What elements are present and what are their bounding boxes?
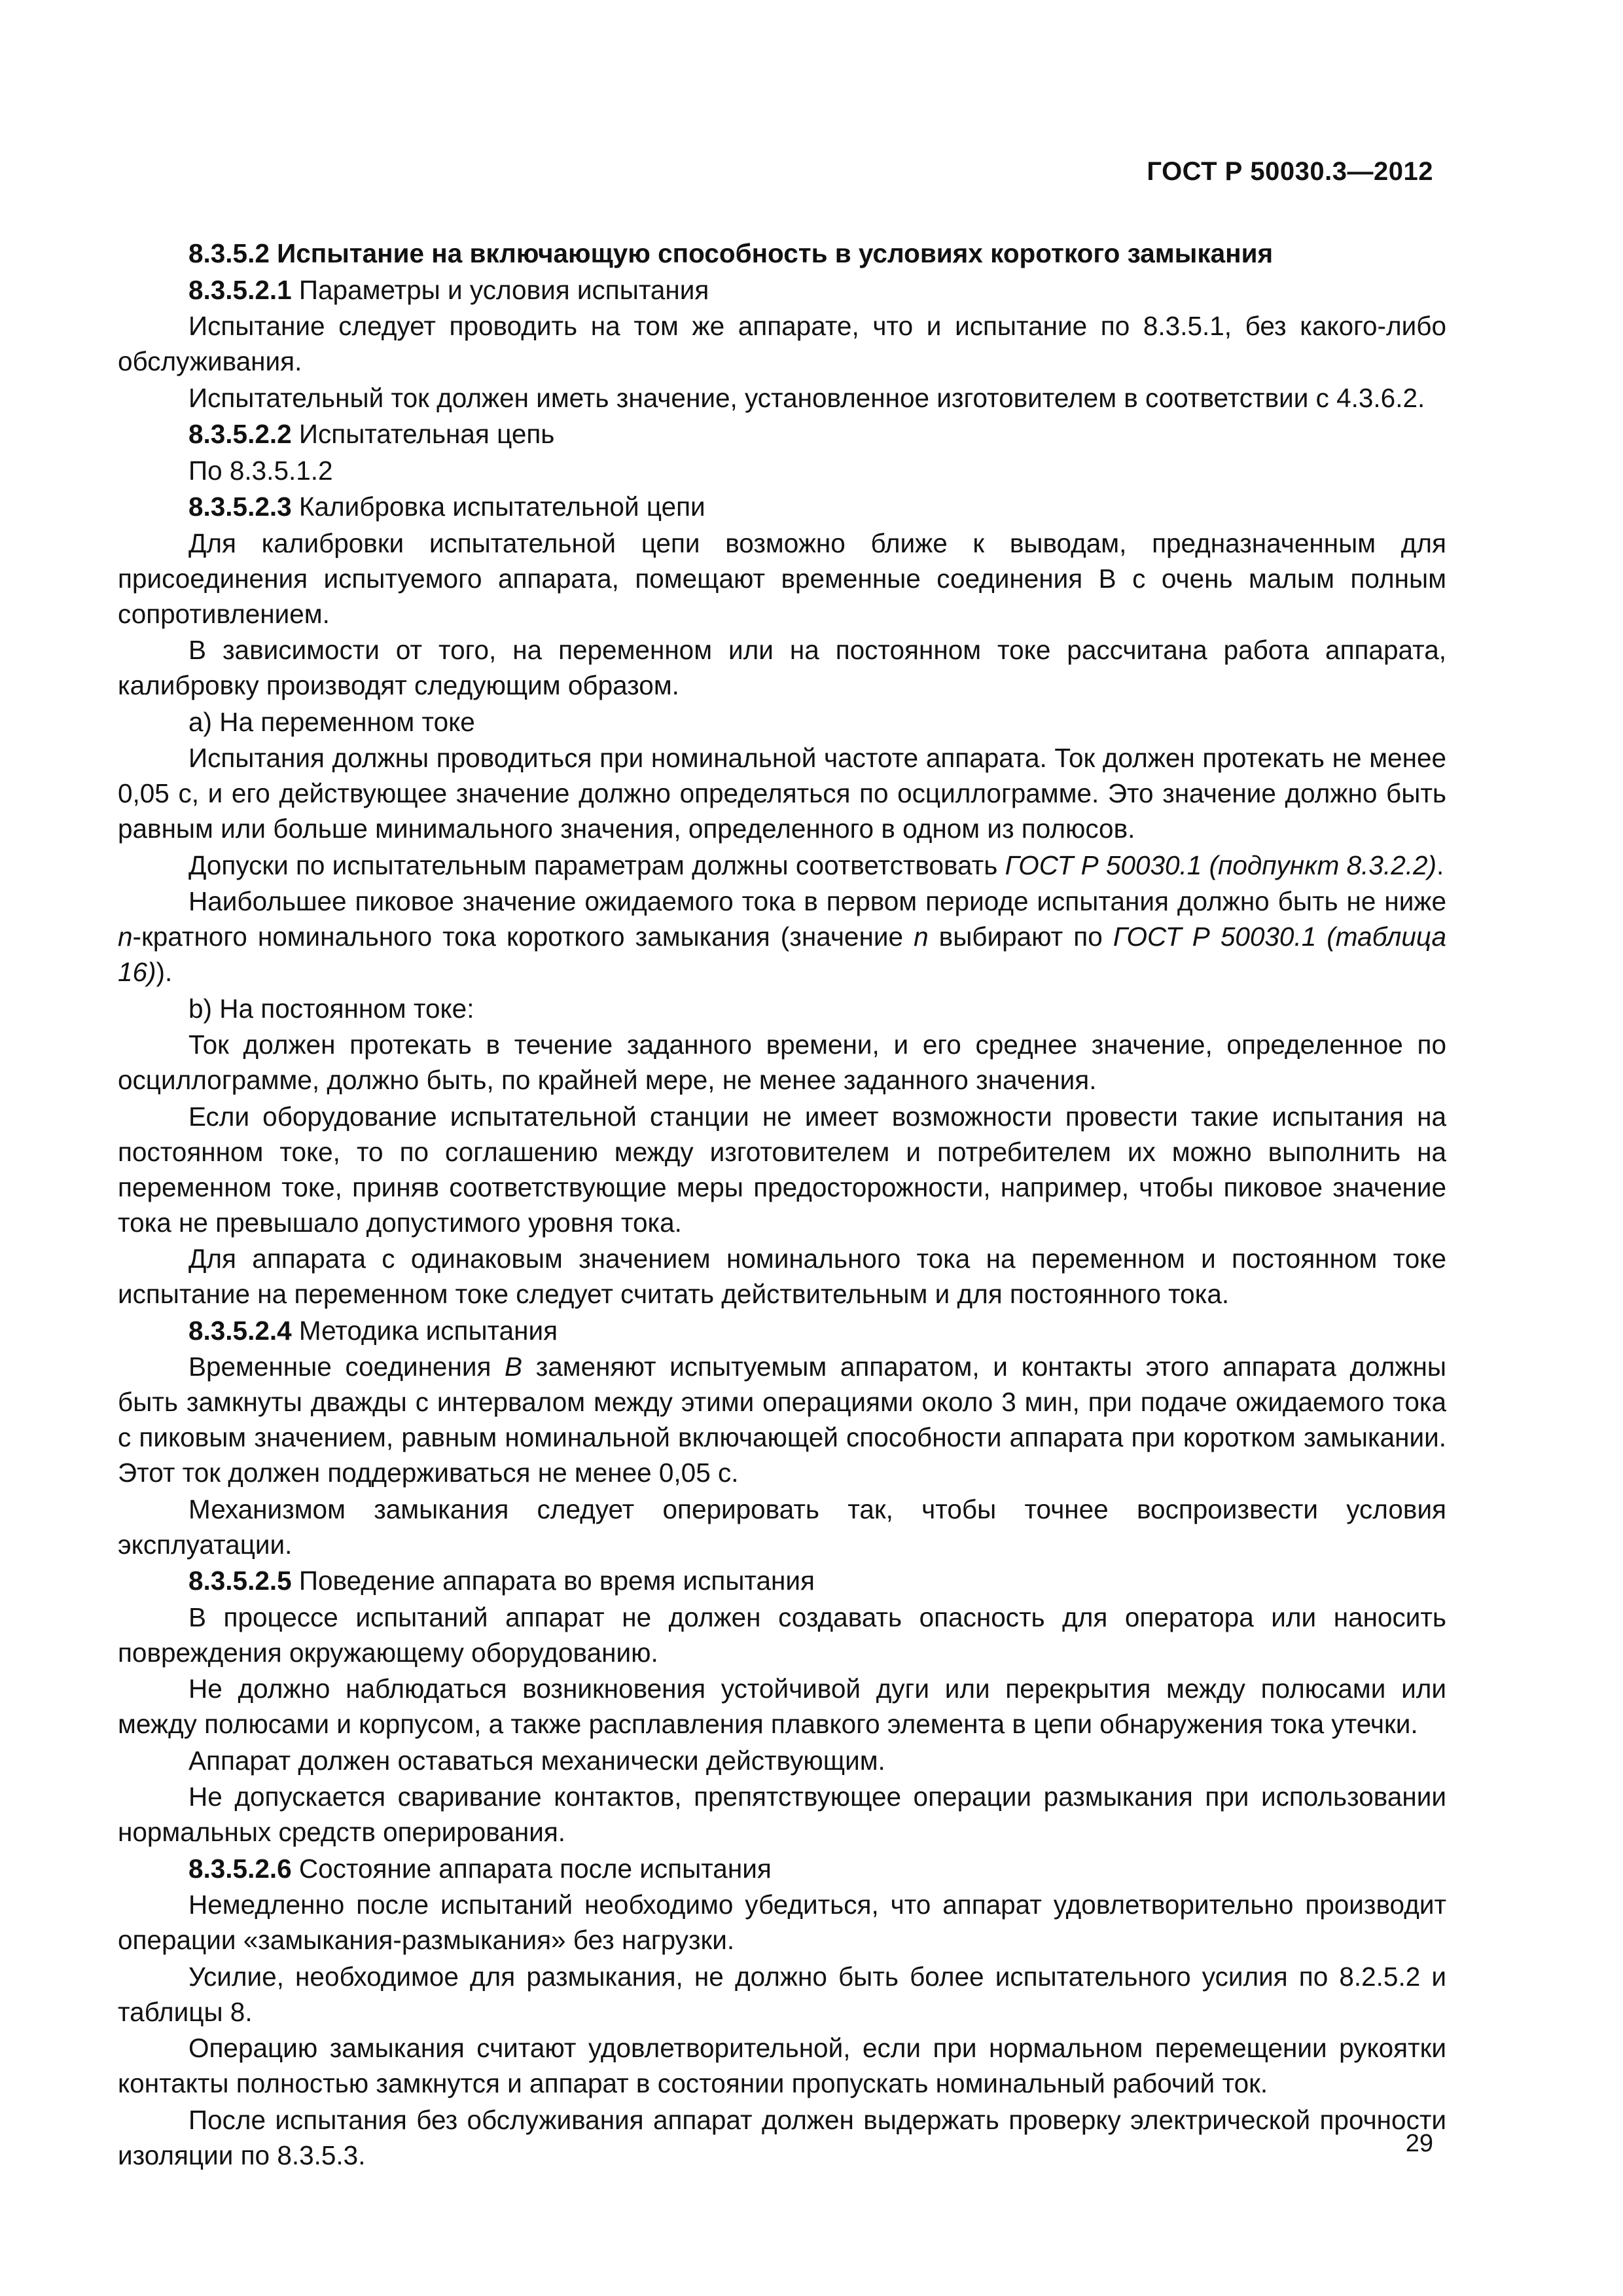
subsection-heading-8-3-5-2-1 — [118, 272, 1446, 308]
paragraph — [118, 1349, 1446, 1490]
paragraph: Если оборудование испытательной станции не имеет возможности провести такие испытания на постоянном токе, то по соглашению между изготовителем и потребителем их можно выполнить на переменном токе, приняв соответствующие меры предосторожности, например, чтобы пиковое значение тока не превышало допустимого уровня тока. — [118, 1101, 1446, 1238]
paragraph: Для калибровки испытательной цепи возможно ближе к выводам, предназначенным для присоединения испытуемого аппарата, помещают временные соединения В с очень малым полным сопротивлением. — [118, 528, 1446, 629]
body-text — [118, 236, 1446, 2174]
subsection-title: Параметры и условия испытания — [298, 274, 709, 305]
subsection-number: 8.3.5.2.1 — [188, 274, 292, 305]
subsection-heading-8-3-5-2-4 — [118, 1313, 1446, 1348]
paragraph: Испытание следует проводить на том же аппарате, что и испытание по 8.3.5.1, без какого-либо обслуживания. — [118, 311, 1446, 376]
paragraph: Не должно наблюдаться возникновения устойчивой дуги или перекрытия между полюсами или между полюсами и корпусом, а также расплавления плавкого элемента в цепи обнаружения тока утечки. — [118, 1674, 1446, 1739]
paragraph: Аппарат должен оставаться механически действующим. — [188, 1745, 885, 1776]
paragraph: Операцию замыкания считают удовлетворительной, если при нормальном перемещении рукоятки контакты полностью замкнутся и аппарат в состоянии пропускать номинальный рабочий ток. — [118, 2033, 1446, 2098]
paragraph — [118, 848, 1446, 883]
subsection-heading-8-3-5-2-3 — [118, 489, 1446, 524]
paragraph: После испытания без обслуживания аппарат должен выдержать проверку электрической прочности изоляции по 8.3.5.3. — [118, 2104, 1446, 2170]
standard-reference: ГОСТ Р 50030.1 (таблица 16) — [118, 922, 1446, 987]
text-run: Допуски по испытательным параметрам должны соответствовать — [188, 850, 1005, 880]
section-heading-8-3-5-2: 8.3.5.2 Испытание на включающую способность в условиях короткого замыкания — [188, 238, 1274, 268]
subsection-number: 8.3.5.2.3 — [188, 492, 292, 522]
paragraph: Немедленно после испытаний необходимо убедиться, что аппарат удовлетворительно производит операции «замыкания-размыкания» без нагрузки. — [118, 1890, 1446, 1955]
text-run: Наибольшее пиковое значение ожидаемого тока в первом периоде испытания должно быть не ниже — [188, 886, 1446, 916]
subsection-heading-8-3-5-2-2 — [118, 416, 1446, 452]
subsection-heading-8-3-5-2-6 — [118, 1851, 1446, 1886]
paragraph: Механизмом замыкания следует оперировать так, чтобы точнее воспроизвести условия эксплуатации. — [118, 1494, 1446, 1560]
list-item-a: a) На переменном токе — [188, 706, 475, 737]
subsection-number: 8.3.5.2.4 — [188, 1315, 292, 1346]
subsection-number: 8.3.5.2.5 — [188, 1566, 292, 1596]
subsection-title: Калибровка испытательной цепи — [298, 492, 705, 522]
paragraph — [118, 884, 1446, 990]
subsection-heading-8-3-5-2-5 — [118, 1563, 1446, 1598]
list-item-b: b) На постоянном токе: — [188, 993, 474, 1024]
subsection-title: Поведение аппарата во время испытания — [298, 1566, 815, 1596]
text-run: заменяют испытуемым аппаратом, и контакты этого аппарата должны быть замкнуты дважды с интервалом между этими операциями около 3 мин, при подаче ожидаемого тока с пиковым значением, равным номинальной включающей способности аппарата при коротком замыкании. Этот ток должен поддерживаться не менее 0,05 с. — [118, 1352, 1447, 1488]
variable-n: n — [914, 922, 929, 952]
page-number: 29 — [1405, 2130, 1433, 2157]
text-run: Временные соединения — [188, 1352, 505, 1382]
subsection-title: Методика испытания — [298, 1315, 558, 1346]
connection-label: В — [505, 1352, 523, 1382]
standard-reference: ГОСТ Р 50030.1 (подпункт 8.3.2.2) — [1005, 850, 1436, 880]
text-run: -кратного номинального тока короткого замыкания (значение — [132, 922, 914, 952]
paragraph: Ток должен протекать в течение заданного времени, и его среднее значение, определенное по осциллограмме, должно быть, по крайней мере, не менее заданного значения. — [118, 1030, 1446, 1095]
document-id: ГОСТ Р 50030.3—2012 — [1147, 157, 1433, 186]
subsection-title: Испытательная цепь — [298, 419, 555, 449]
paragraph: В зависимости от того, на переменном или на постоянном токе рассчитана работа аппарата, калибровку производят следующим образом. — [118, 635, 1446, 700]
subsection-number: 8.3.5.2.6 — [188, 1853, 292, 1884]
paragraph: Для аппарата с одинаковым значением номинального тока на переменном и постоянном токе испытание на переменном токе следует считать действительным и для постоянного тока. — [118, 1244, 1446, 1309]
paragraph: Не допускается сваривание контактов, препятствующее операции размыкания при использовании нормальных средств оперирования. — [118, 1782, 1446, 1847]
paragraph: Испытания должны проводиться при номинальной частоте аппарата. Ток должен протекать не менее 0,05 с, и его действующее значение должно определяться по осциллограмме. Это значение должно быть равным или больше минимального значения, определенного в одном из полюсов. — [118, 743, 1446, 844]
paragraph: Испытательный ток должен иметь значение, установленное изготовителем в соответствии с 4.3.6.2. — [188, 382, 1425, 413]
subsection-title: Состояние аппарата после испытания — [298, 1853, 772, 1884]
text-run: ). — [156, 957, 173, 987]
subsection-number: 8.3.5.2.2 — [188, 419, 292, 449]
paragraph: По 8.3.5.1.2 — [188, 455, 333, 486]
paragraph: В процессе испытаний аппарат не должен создавать опасность для оператора или наносить повреждения окружающему оборудованию. — [118, 1602, 1446, 1668]
paragraph: Усилие, необходимое для размыкания, не должно быть более испытательного усилия по 8.2.5.2 и таблицы 8. — [118, 1961, 1446, 2027]
variable-n: n — [118, 922, 133, 952]
text-run: выбирают по — [928, 922, 1113, 952]
text-run: . — [1436, 850, 1444, 880]
